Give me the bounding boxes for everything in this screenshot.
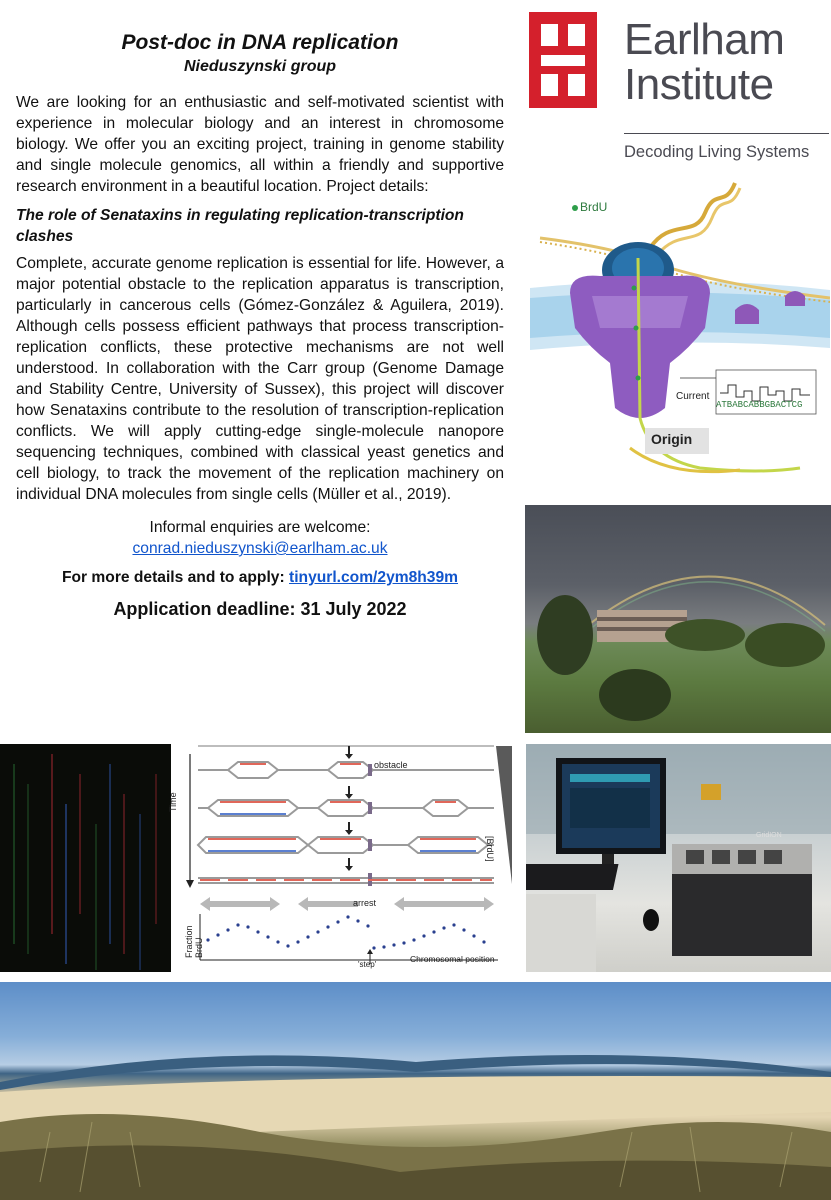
- apply-label: For more details and to apply:: [61, 569, 285, 586]
- project-description: Complete, accurate genome replication is essential for life. However, a major potential obstacle to the replication apparatus is transcription, particularly in cancerous cells (Gómez-González & Aguilera, 2019). Although cells possess efficient pathways that process transcription-replication conflicts, these protective mechanisms are not well understood. In collaboration with the Carr group (Genome Damage and Stability Centre, University of Sussex), this project will discover how Senataxins contribute to the resolution of transcription-replication conflicts. We will apply cutting-edge single-molecule nanopore sequencing techniques, combined with classical yeast genetics and cell biology, to track the movement of the replication machinery on individual DNA molecules from single cells (Müller et al., 2019).: [16, 255, 504, 503]
- enquiries-text: Informal enquiries are welcome:: [149, 519, 371, 536]
- apply-link[interactable]: tinyurl.com/2ym8h39m: [289, 569, 459, 586]
- microscopy-drawing: [0, 744, 171, 972]
- obstacle-label: obstacle: [374, 760, 408, 770]
- advert-text-column: [16, 30, 504, 622]
- arrest-label: arrest: [353, 898, 377, 908]
- earlham-logo-mark-icon: [529, 12, 597, 108]
- origin-label: Origin: [651, 431, 693, 447]
- replication-conflict-diagram: [178, 742, 520, 972]
- brdu-axis-label: [BrdU]: [485, 836, 495, 862]
- apply-line: [16, 567, 504, 588]
- current-label: Current: [676, 391, 710, 402]
- time-axis-label: Time: [168, 792, 178, 812]
- contact-email-line: [16, 538, 504, 559]
- step-label: 'step': [358, 960, 377, 969]
- lab-photo-drawing: [526, 744, 831, 972]
- gridion-device-label: GridION: [756, 832, 782, 839]
- fraction-brdu-label: Fraction BrdU: [184, 925, 204, 958]
- logo-tagline: Decoding Living Systems: [624, 143, 810, 161]
- campus-rainbow-photo: [525, 505, 831, 733]
- logo-divider: [624, 133, 829, 134]
- dna-fibre-microscopy-image: [0, 744, 171, 972]
- chromosomal-position-label: Chromosomal position: [410, 954, 495, 964]
- intro-paragraph: We are looking for an enthusiastic and self-motivated scientist with experience in molecular biology and an interest in chromosome biology. We offer you an exciting project, training in genome stability and single molecule genomics, all within a friendly and supportive research environment in a beautiful location. Project details:: [16, 94, 504, 195]
- beach-panorama-photo: [0, 982, 831, 1200]
- project-title: The role of Senataxins in regulating replication-transcription clashes: [16, 207, 464, 245]
- application-deadline: Application deadline: 31 July 2022: [113, 599, 407, 619]
- contact-email-link[interactable]: conrad.nieduszynski@earlham.ac.uk: [132, 540, 388, 557]
- logo-word-institute: Institute: [624, 60, 774, 109]
- brdu-legend-label: BrdU: [580, 200, 608, 214]
- page-title: Post-doc in DNA replication: [121, 31, 399, 54]
- logo-word-earlham: Earlham: [624, 15, 785, 64]
- rainbow-photo-drawing: [525, 505, 831, 733]
- sequencing-lab-photo: [526, 744, 831, 972]
- sequence-readout: ATBABCABBGBACTCG: [716, 400, 803, 410]
- group-name: Nieduszynski group: [183, 58, 337, 75]
- beach-photo-drawing: [0, 982, 831, 1200]
- earlham-institute-logo: [529, 12, 829, 162]
